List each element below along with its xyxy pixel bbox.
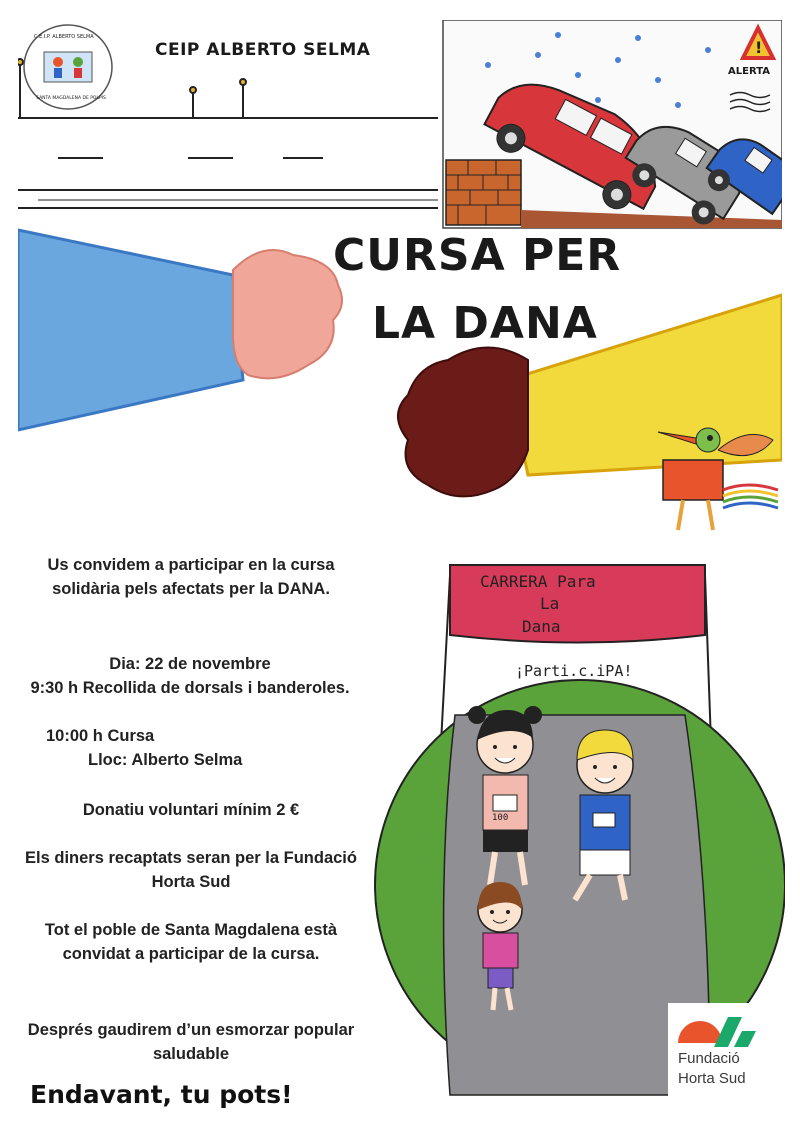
foundation-name-line-2: Horta Sud <box>678 1070 746 1087</box>
school-name: CEIP ALBERTO SELMA <box>155 40 371 60</box>
race-time-text: 10:00 h Cursa <box>46 727 155 745</box>
runner-boy <box>575 730 633 900</box>
breakfast-text: Després gaudirem d’un esmorzar popular saludable <box>27 1021 355 1063</box>
location-text: Lloc: Alberto Selma <box>88 751 243 769</box>
svg-text:!: ! <box>755 38 763 57</box>
logo-text-bottom: SANTA MAGDALENA DE POLPIS <box>36 96 106 101</box>
bib-number: 100 <box>492 813 509 823</box>
closing-slogan: Endavant, tu pots! <box>30 1080 293 1109</box>
bib-pickup-text: 9:30 h Recollida de dorsals i banderoles. <box>30 679 350 697</box>
flood-cars-drawing <box>443 20 782 233</box>
funds-text: Els diners recaptats seran per la Fundació Horta Sud <box>25 849 357 891</box>
participa-text: ¡Parti.c.iPA! <box>515 662 633 680</box>
banner-text-line-3: Dana <box>522 617 561 636</box>
top-illustration <box>18 20 782 545</box>
town-invite-text: Tot el poble de Santa Magdalena està convidat a participar de la cursa. <box>44 921 338 963</box>
title-line-1: CURSA PER <box>333 230 622 281</box>
title-line-2: LA DANA <box>372 298 598 349</box>
banner-text-line-2: La <box>540 594 560 613</box>
banner-text-line-1: CARRERA Para <box>480 572 596 591</box>
foundation-name-line-1: Fundació <box>678 1050 740 1067</box>
logo-text-top: C.E.I.P. ALBERTO SELMA <box>34 34 94 40</box>
date-text: Dia: 22 de novembre <box>109 655 271 673</box>
donation-text: Donatiu voluntari mínim 2 € <box>82 801 300 819</box>
intro-text: Us convidem a participar en la cursa solidària pels afectats per la DANA. <box>47 556 335 598</box>
alert-label: ALERTA <box>728 66 770 77</box>
